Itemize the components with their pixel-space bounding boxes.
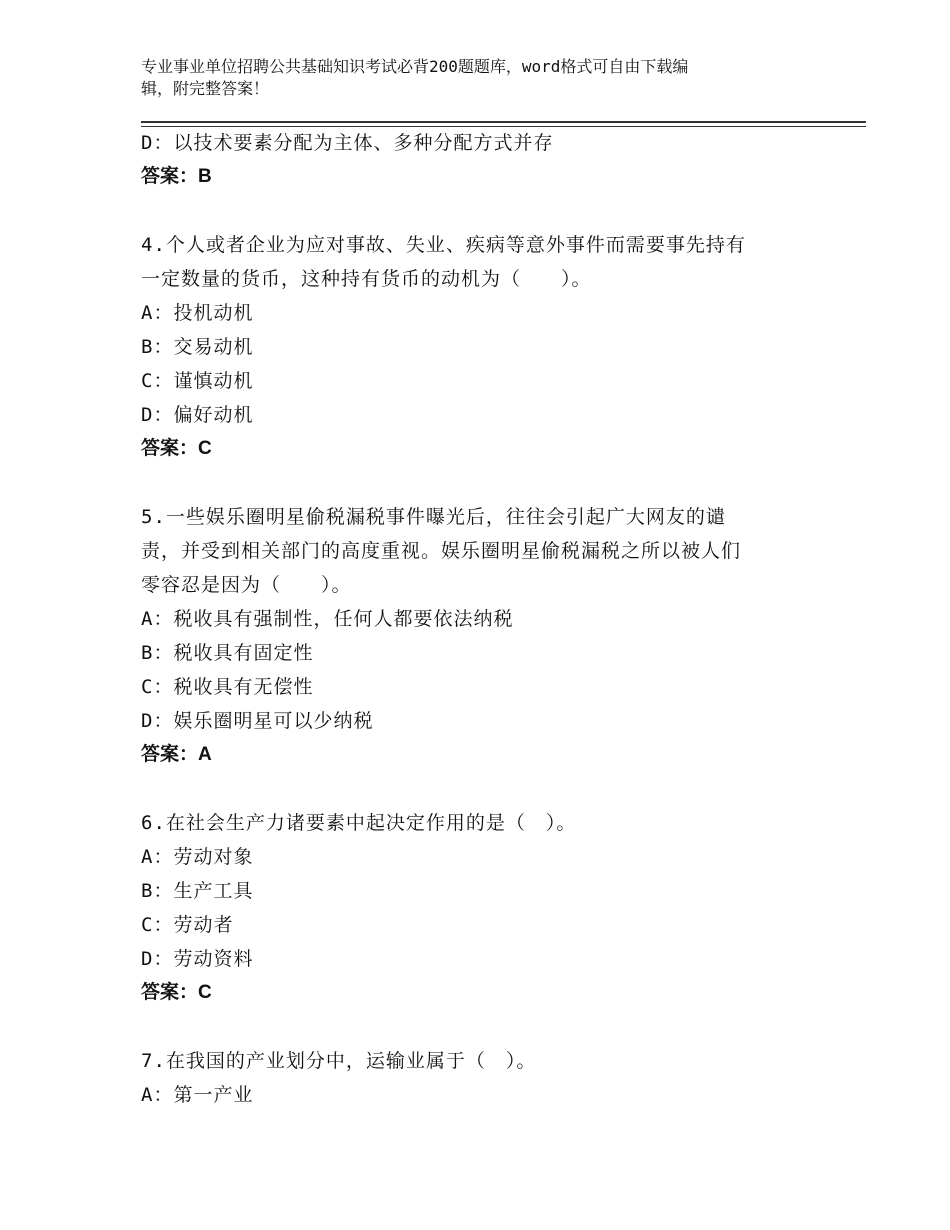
option-c: C：税收具有无偿性 (141, 676, 314, 698)
question-list (141, 126, 821, 1112)
option-b: B：税收具有固定性 (141, 642, 314, 664)
question-stem: 零容忍是因为（ ）。 (141, 574, 352, 596)
question-stem: 4.个人或者企业为应对事故、失业、疾病等意外事件而需要事先持有 (141, 234, 746, 256)
spacer (141, 194, 821, 228)
option-d: D：以技术要素分配为主体、多种分配方式并存 (141, 132, 554, 154)
answer-line: 答案：C (141, 438, 212, 459)
question-block-5 (141, 500, 821, 772)
spacer (141, 772, 821, 806)
question-stem: 6.在社会生产力诸要素中起决定作用的是（ ）。 (141, 812, 577, 834)
question-stem: 一定数量的货币，这种持有货币的动机为（ ）。 (141, 268, 592, 290)
question-block-7 (141, 1044, 821, 1112)
answer-line: 答案：A (141, 744, 212, 765)
option-a: A：第一产业 (141, 1084, 254, 1106)
header-divider-thick (141, 121, 866, 123)
spacer (141, 1010, 821, 1044)
page-header (141, 56, 791, 100)
question-stem: 5.一些娱乐圈明星偷税漏税事件曝光后，往往会引起广大网友的谴 (141, 506, 726, 528)
question-stem: 7.在我国的产业划分中，运输业属于（ ）。 (141, 1050, 537, 1072)
answer-line: 答案：B (141, 166, 212, 187)
option-a: A：劳动对象 (141, 846, 254, 868)
option-c: C：谨慎动机 (141, 370, 254, 392)
question-block-4 (141, 228, 821, 466)
option-d: D：偏好动机 (141, 404, 254, 426)
question-stem: 责，并受到相关部门的高度重视。娱乐圈明星偷税漏税之所以被人们 (141, 540, 742, 562)
answer-line: 答案：C (141, 982, 212, 1003)
option-a: A：税收具有强制性，任何人都要依法纳税 (141, 608, 514, 630)
option-a: A：投机动机 (141, 302, 254, 324)
option-c: C：劳动者 (141, 914, 234, 936)
spacer (141, 466, 821, 500)
option-d: D：劳动资料 (141, 948, 254, 970)
option-b: B：交易动机 (141, 336, 254, 358)
question-block-6 (141, 806, 821, 1010)
header-line-1: 专业事业单位招聘公共基础知识考试必背200题题库，word格式可自由下载编 (141, 57, 689, 76)
option-d: D：娱乐圈明星可以少纳税 (141, 710, 374, 732)
header-line-2: 辑，附完整答案！ (141, 79, 270, 98)
option-b: B：生产工具 (141, 880, 254, 902)
